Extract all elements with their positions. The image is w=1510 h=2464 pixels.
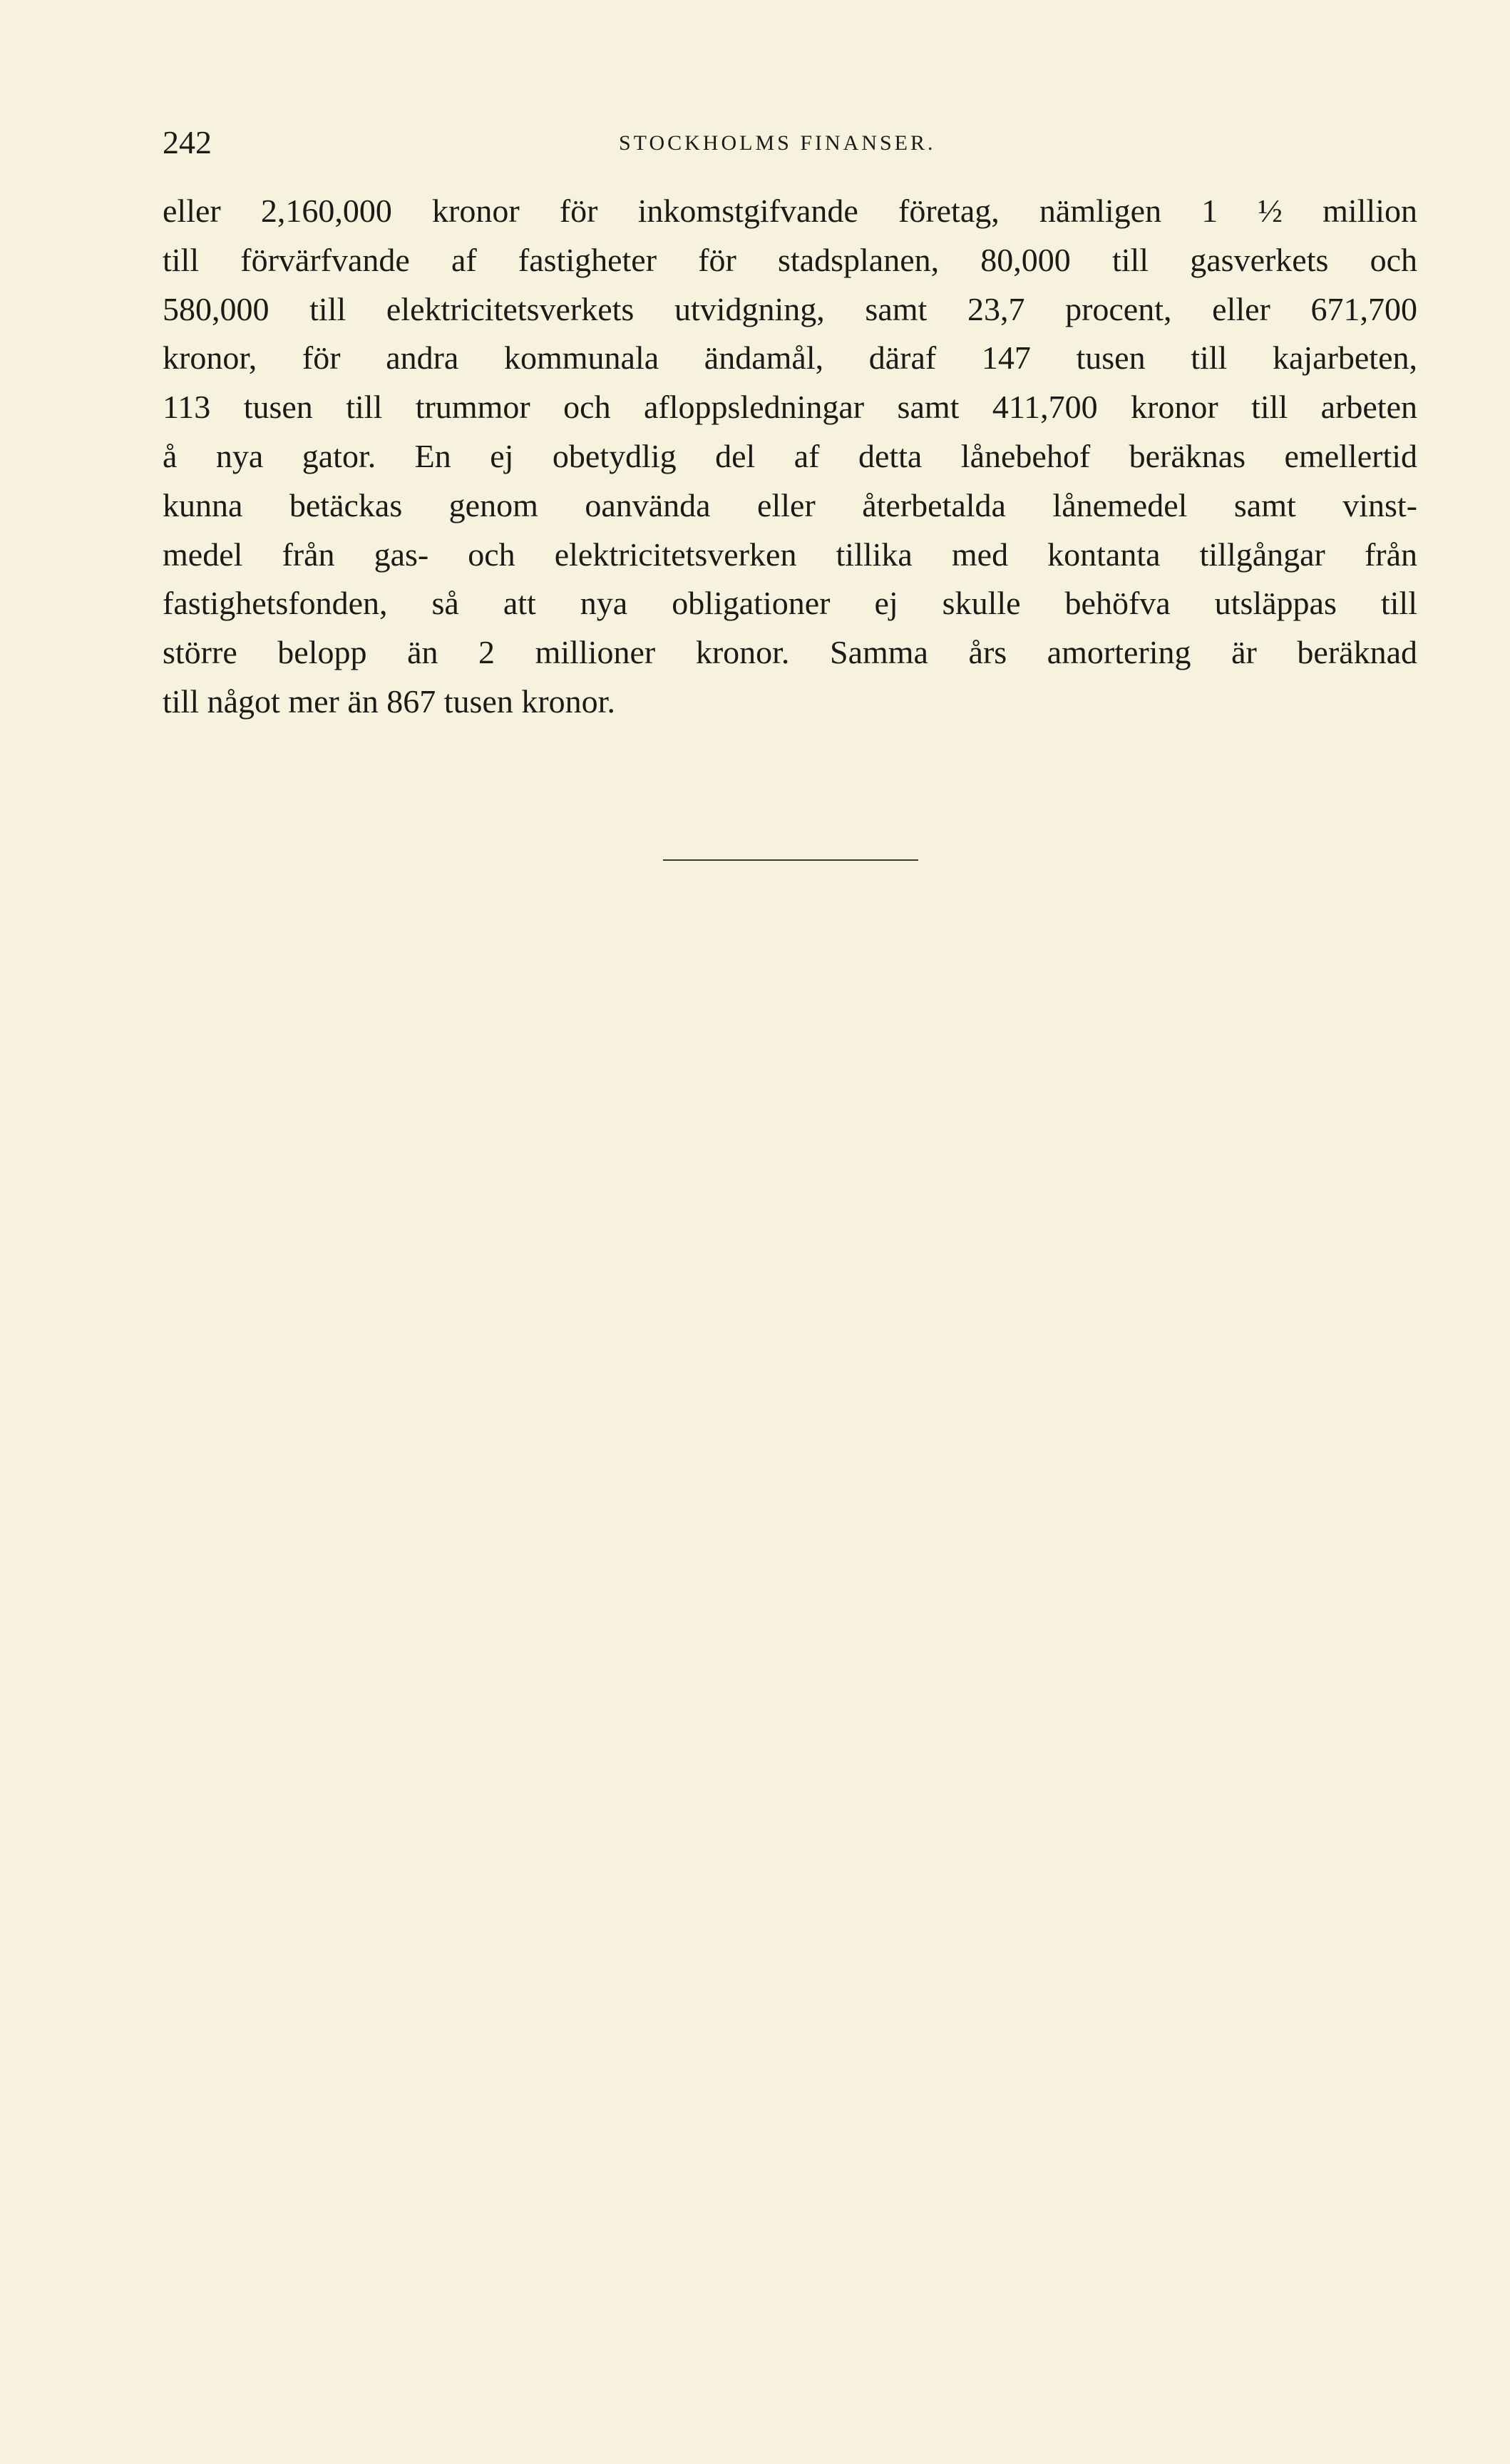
text-line: kunna betäckas genom oanvända eller återbetalda lånemedel samt vinst-	[163, 486, 1417, 523]
text-line: större belopp än 2 millioner kronor. Samma års amortering är beräknad	[163, 634, 1417, 671]
running-title: STOCKHOLMS FINANSER.	[619, 131, 936, 155]
text-line: fastighetsfonden, så att nya obligationer ej skulle behöfva utsläppas till	[163, 585, 1417, 622]
body-text	[163, 187, 1417, 727]
section-end-rule	[663, 859, 918, 861]
page-number: 242	[163, 124, 212, 160]
text-line: till något mer än 867 tusen kronor.	[163, 683, 615, 720]
text-line: 113 tusen till trummor och afloppsledningar samt 411,700 kronor till arbeten	[163, 389, 1417, 426]
text-line: medel från gas- och elektricitetsverken tillika med kontanta tillgångar från	[163, 536, 1417, 573]
text-line: eller 2,160,000 kronor för inkomstgifvande företag, nämligen 1 ½ million	[163, 193, 1417, 229]
text-line: 580,000 till elektricitetsverkets utvidgning, samt 23,7 procent, eller 671,700	[163, 290, 1417, 327]
text-line: till förvärfvande af fastigheter för stadsplanen, 80,000 till gasverkets och	[163, 241, 1417, 278]
text-line: å nya gator. En ej obetydlig del af detta lånebehof beräknas emellertid	[163, 437, 1417, 474]
text-line: kronor, för andra kommunala ändamål, däraf 147 tusen till kajarbeten,	[163, 339, 1417, 377]
running-head	[163, 121, 1417, 164]
